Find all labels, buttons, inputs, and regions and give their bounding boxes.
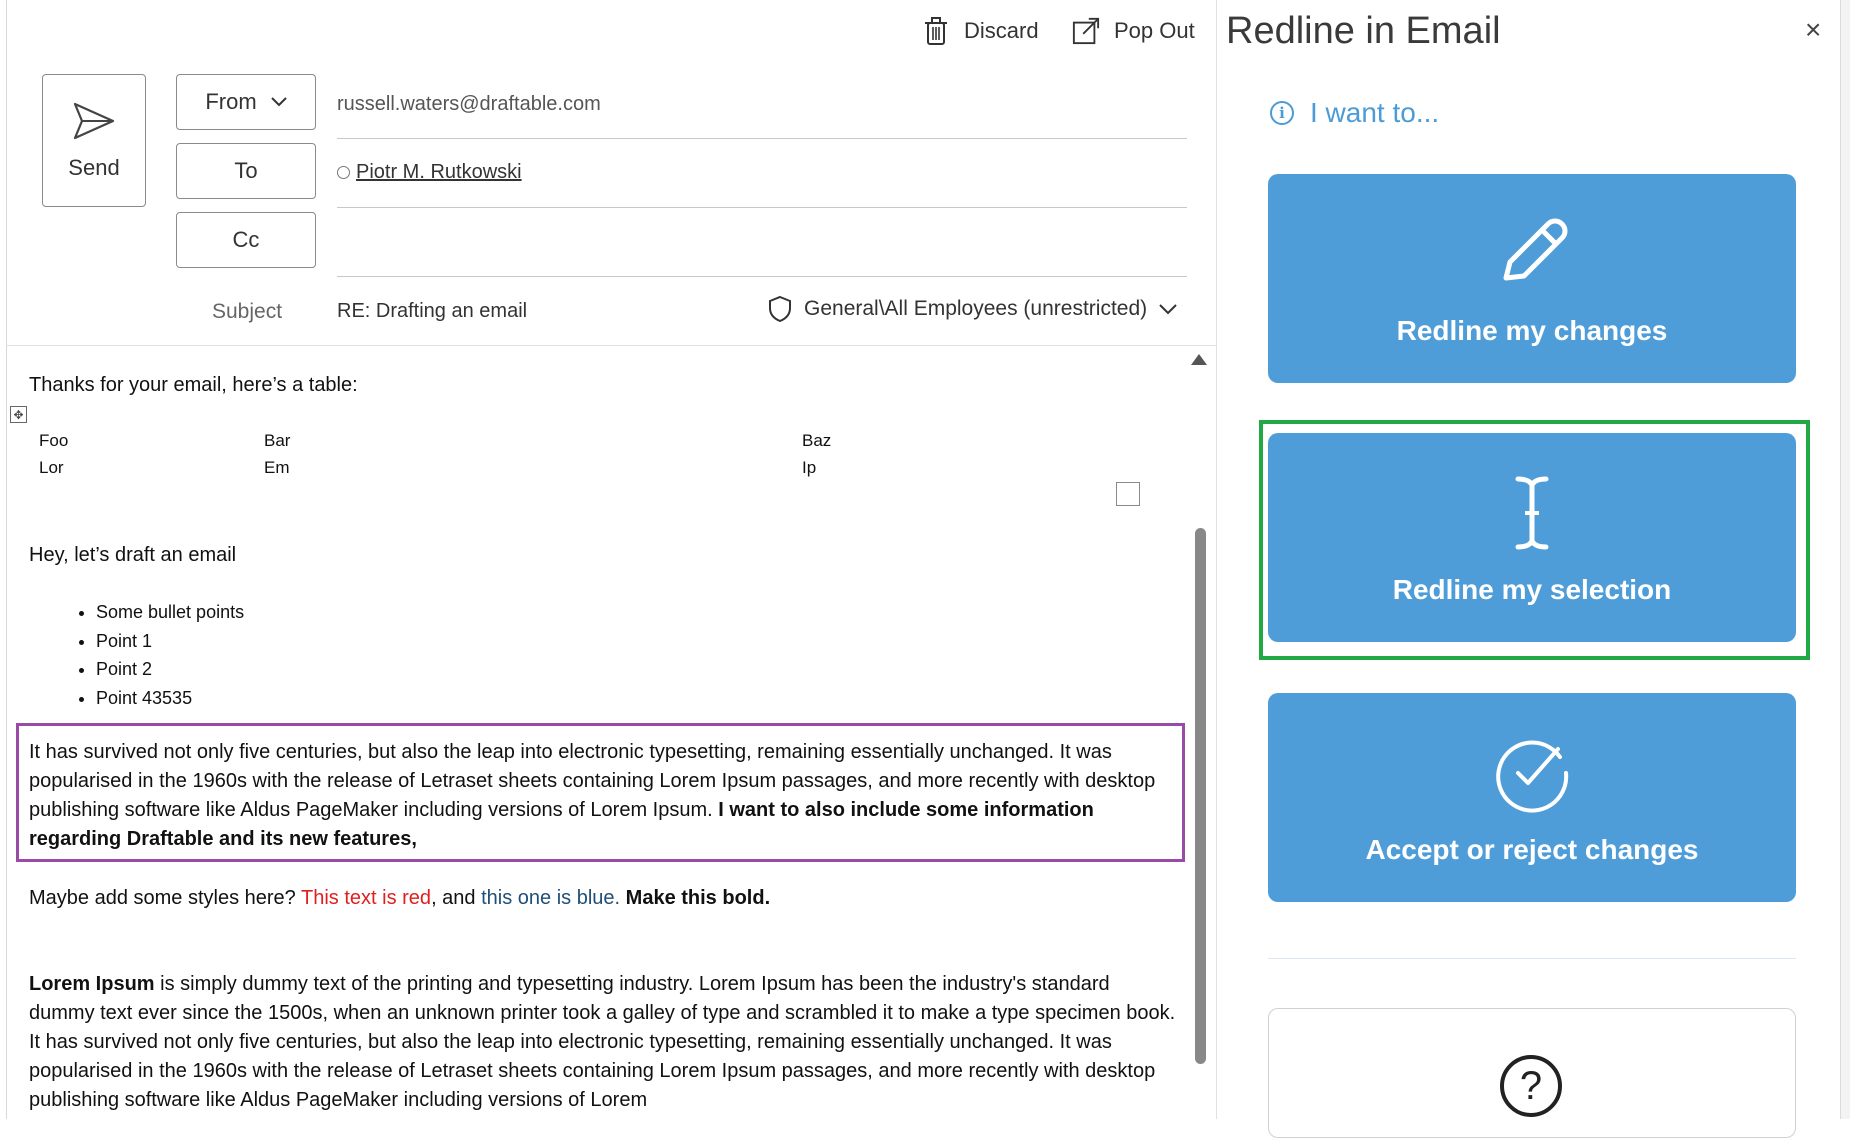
selected-paragraph[interactable] <box>29 738 1179 854</box>
bullet-list <box>70 598 244 712</box>
red-text: This text is red <box>301 887 432 909</box>
selected-text: It has survived not only five centuries, but also the leap into electronic typesetting, remaining essentially unchanged. It was popularised in the 1960s with the release of Letraset sheets containing Lorem Ipsum passages, and more recently with desktop publishing software like Aldus PageMaker including versions of Lorem Ipsum. <box>29 741 1156 821</box>
from-underline <box>337 138 1187 139</box>
check-circle-icon <box>1492 733 1572 813</box>
send-label: Send <box>68 154 120 180</box>
accept-reject-changes-button[interactable] <box>1268 693 1796 902</box>
body-heading: Hey, let’s draft an email <box>29 544 237 566</box>
send-button[interactable] <box>42 74 146 207</box>
help-icon[interactable]: ? <box>1500 1055 1562 1117</box>
chevron-down-icon <box>271 97 287 107</box>
to-recipient-chip[interactable] <box>337 161 522 184</box>
table-cell: Bar <box>264 431 291 450</box>
trash-icon <box>922 16 950 46</box>
action-label: Redline my selection <box>1392 574 1672 605</box>
table-cell: Baz <box>802 431 832 450</box>
text-cursor-icon <box>1512 475 1552 551</box>
send-icon <box>72 101 116 141</box>
action-label: Redline my changes <box>1396 315 1668 346</box>
want-to-row <box>1270 97 1439 129</box>
table-cell: Ip <box>802 458 817 477</box>
pop-out-label: Pop Out <box>1114 18 1195 43</box>
table-move-handle-icon[interactable]: ✥ <box>10 406 27 423</box>
checkbox[interactable] <box>1116 482 1140 506</box>
list-item: • Point 43535 <box>96 684 244 713</box>
list-item: • Point 1 <box>96 627 244 656</box>
discard-label: Discard <box>964 18 1039 43</box>
styles-paragraph[interactable] <box>29 884 1189 913</box>
info-icon: i <box>1270 101 1294 125</box>
styles-mid: , and <box>431 887 476 909</box>
scrollbar-thumb[interactable] <box>1195 528 1206 1064</box>
from-button[interactable] <box>176 74 316 130</box>
subject-input[interactable]: RE: Drafting an email <box>337 300 528 322</box>
close-icon[interactable]: × <box>1805 14 1822 45</box>
selected-bold-text: I want to also include some information regarding Draftable and its new features, <box>29 799 1094 850</box>
pop-out-icon <box>1072 16 1100 46</box>
table-cell: Lor <box>39 458 64 477</box>
presence-icon <box>337 166 350 179</box>
table-cell: Em <box>264 458 290 477</box>
table-cell: Foo <box>39 431 69 450</box>
intro-text: Thanks for your email, here’s a table: <box>29 374 358 396</box>
blue-text: this one is blue. <box>481 887 621 909</box>
bold-text: Make this bold. <box>625 887 771 909</box>
lorem-text: is simply dummy text of the printing and typesetting industry. Lorem Ipsum has been the industry's standard dummy text ever since the 1500s, when an unknown printer took a galley of type and scrambled it to make a type specimen book. It has survived not only five centuries, but also the leap into electronic typesetting, remaining essentially unchanged. It was popularised in the 1960s with the release of Letraset sheets containing Lorem Ipsum passages, and more recently with desktop publishing software like Aldus PageMaker including versions of Lorem <box>29 973 1176 1111</box>
list-item: • Point 2 <box>96 655 244 684</box>
pencil-icon <box>1492 212 1572 292</box>
scroll-up-arrow-icon[interactable] <box>1191 354 1207 365</box>
to-field-line[interactable] <box>337 207 1187 208</box>
to-button[interactable] <box>176 143 316 199</box>
chevron-down-icon <box>1159 304 1177 315</box>
panel-scroll-edge <box>1840 0 1850 1119</box>
discard-button[interactable] <box>922 14 1039 48</box>
action-label: Accept or reject changes <box>1365 834 1699 865</box>
list-item: • Some bullet points <box>96 598 244 627</box>
to-recipient-name: Piotr M. Rutkowski <box>356 161 522 183</box>
cc-button[interactable] <box>176 212 316 268</box>
lorem-paragraph[interactable] <box>29 970 1179 1115</box>
redline-my-selection-button[interactable] <box>1268 433 1796 642</box>
cc-field-line[interactable] <box>337 276 1187 277</box>
panel-title: Redline in Email <box>1226 10 1501 52</box>
to-label: To <box>234 158 258 183</box>
panel-separator <box>1268 958 1796 959</box>
from-address: russell.waters@draftable.com <box>337 93 601 115</box>
sensitivity-label: General\All Employees (unrestricted) <box>804 297 1148 320</box>
subject-label: Subject <box>212 300 283 323</box>
cc-label: Cc <box>232 227 260 252</box>
redline-my-changes-button[interactable] <box>1268 174 1796 383</box>
want-to-label: I want to... <box>1310 97 1440 128</box>
sensitivity-dropdown[interactable] <box>768 295 1177 323</box>
from-label: From <box>205 89 257 114</box>
styles-prefix: Maybe add some styles here? <box>29 887 296 909</box>
pop-out-button[interactable] <box>1072 14 1195 48</box>
lorem-bold: Lorem Ipsum <box>29 973 155 995</box>
shield-icon <box>768 295 792 323</box>
